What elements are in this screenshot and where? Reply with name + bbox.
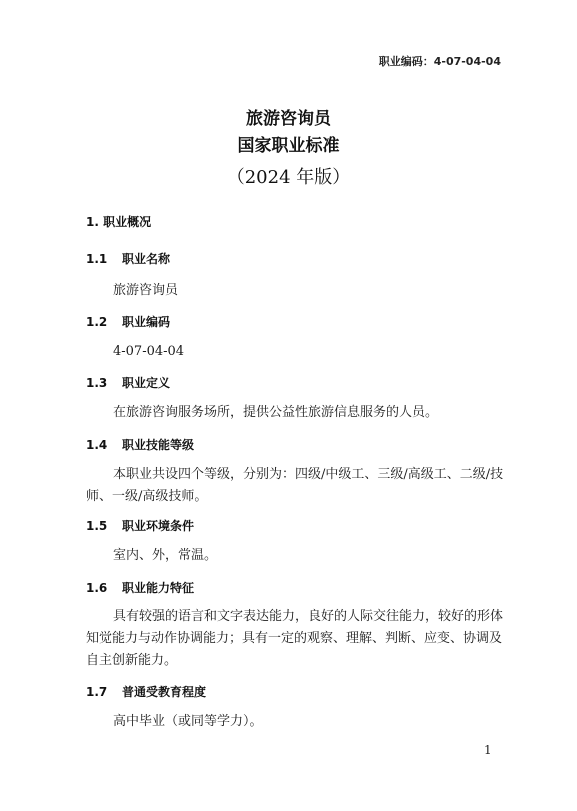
subsection-number: 1.6 bbox=[86, 581, 108, 595]
subsection-number: 1.3 bbox=[86, 376, 108, 390]
subsection-text-1-5: 室内、外，常温。 bbox=[113, 548, 218, 563]
subsection-number: 1.1 bbox=[86, 252, 108, 266]
subsection-heading-1-3 bbox=[86, 374, 170, 391]
subsection-label: 职业名称 bbox=[122, 252, 171, 266]
section-number: 1. bbox=[86, 215, 99, 229]
subsection-heading-1-5 bbox=[86, 517, 194, 534]
subsection-heading-1-7 bbox=[86, 683, 206, 700]
subsection-text-1-3: 在旅游咨询服务场所，提供公益性旅游信息服务的人员。 bbox=[113, 405, 439, 420]
subsection-text-1-2: 4-07-04-04 bbox=[113, 344, 185, 359]
subsection-heading-1-2 bbox=[86, 313, 170, 330]
occupation-code-header: 职业编码：4-07-04-04 bbox=[378, 55, 501, 68]
subsection-number: 1.5 bbox=[86, 519, 108, 533]
section-label: 职业概况 bbox=[103, 215, 152, 229]
section-heading-1 bbox=[86, 213, 151, 230]
subsection-label: 职业技能等级 bbox=[122, 438, 195, 452]
document-title-line1: 旅游咨询员 bbox=[246, 109, 331, 129]
subsection-text-1-6: 具有较强的语言和文字表达能力，良好的人际交往能力，较好的形体知觉能力与动作协调能力；具有一定的观察、理解、判断、应变、协调及自主创新能力。 bbox=[86, 609, 504, 668]
document-title-line2: 国家职业标准 bbox=[237, 136, 340, 156]
subsection-number: 1.7 bbox=[86, 685, 108, 699]
subsection-text-1-4: 本职业共设四个等级，分别为：四级/中级工、三级/高级工、二级/技师、一级/高级技师。 bbox=[86, 467, 504, 504]
subsection-text-1-7: 高中毕业（或同等学力）。 bbox=[113, 714, 263, 729]
subsection-label: 职业环境条件 bbox=[122, 519, 195, 533]
subsection-number: 1.2 bbox=[86, 315, 108, 329]
subsection-heading-1-6 bbox=[86, 579, 194, 596]
subsection-number: 1.4 bbox=[86, 438, 108, 452]
subsection-heading-1-4 bbox=[86, 436, 194, 453]
subsection-label: 职业定义 bbox=[122, 376, 171, 390]
subsection-text-1-1: 旅游咨询员 bbox=[113, 283, 179, 298]
subsection-label: 职业能力特征 bbox=[122, 581, 195, 595]
subsection-label: 普通受教育程度 bbox=[122, 685, 207, 699]
subsection-label: 职业编码 bbox=[122, 315, 171, 329]
subsection-heading-1-1 bbox=[86, 250, 170, 267]
document-edition: （2024 年版） bbox=[226, 167, 351, 188]
page-number: 1 bbox=[484, 743, 492, 757]
